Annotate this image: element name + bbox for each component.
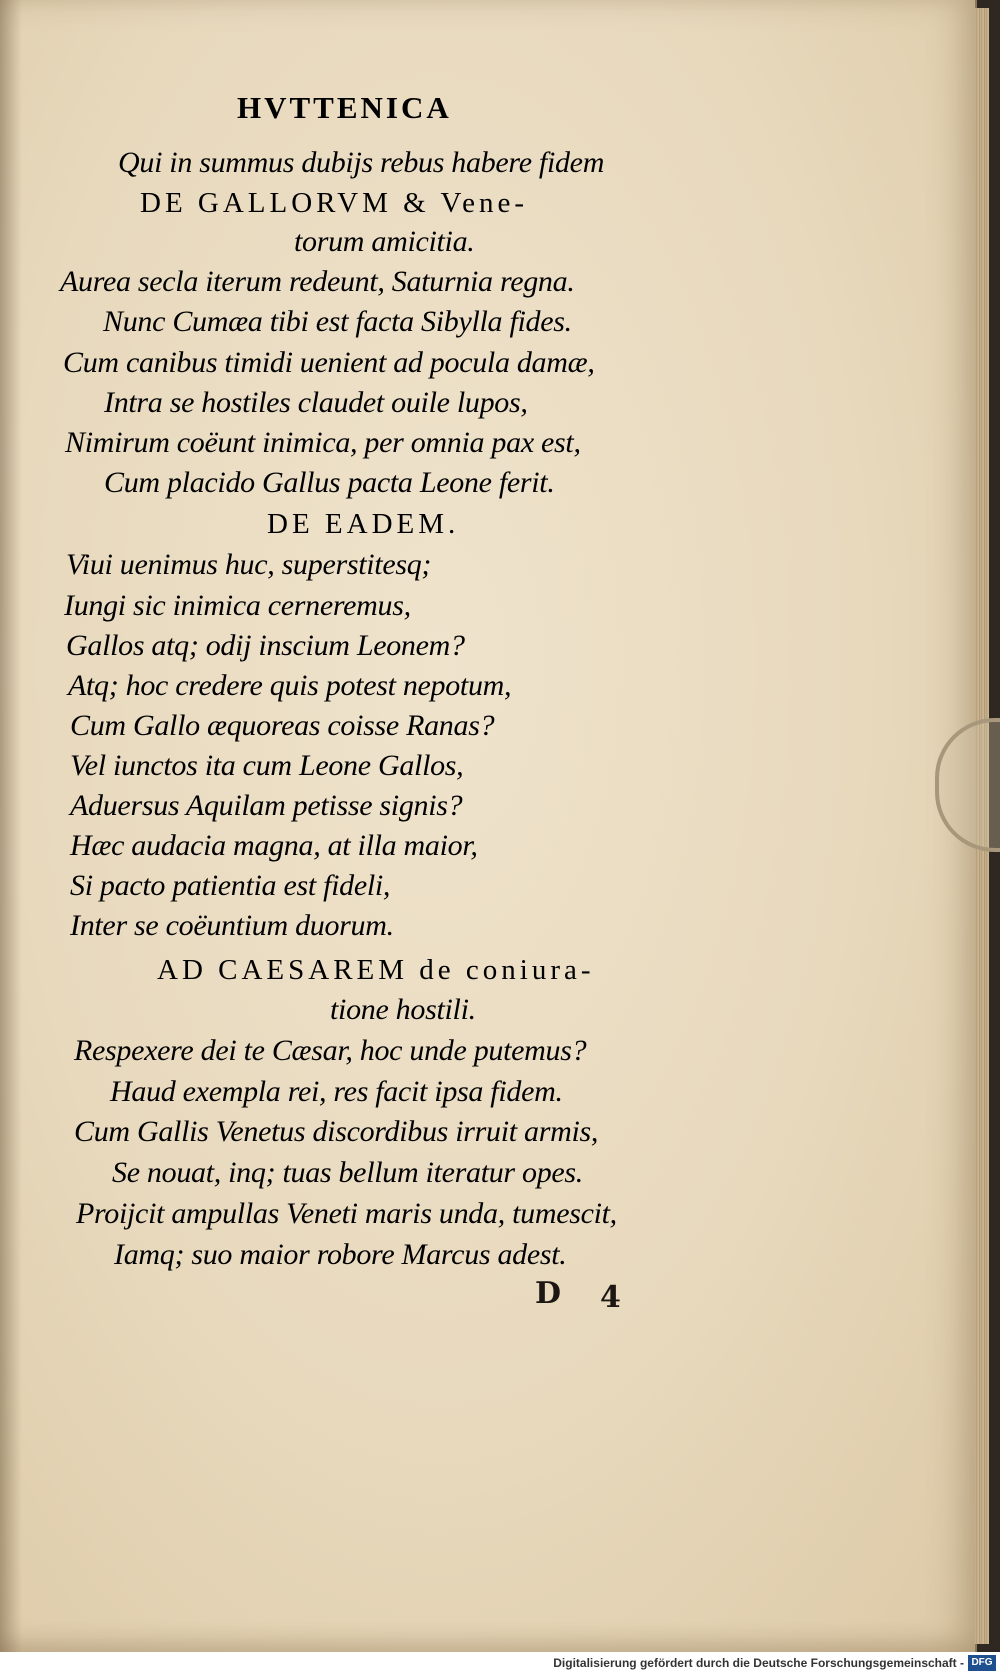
verse-line: Nimirum coëunt inimica, per omnia pax est,	[65, 426, 581, 459]
spine-shadow	[0, 0, 22, 1652]
verse-line: Iungi sic inimica cerneremus,	[64, 589, 411, 622]
running-head: HVTTENICA	[237, 90, 452, 125]
section-heading: DE EADEM.	[267, 508, 460, 540]
verse-line: Cum canibus timidi uenient ad pocula damæ,	[63, 346, 595, 379]
section-heading: DE GALLORVM & Vene-	[140, 187, 529, 219]
text-line: Qui in summus dubijs rebus habere fidem	[118, 146, 605, 179]
verse-line: Aurea secla iterum redeunt, Saturnia regna.	[60, 265, 575, 298]
verse-line: Gallos atq; odij inscium Leonem?	[66, 629, 465, 662]
verse-line: Cum placido Gallus pacta Leone ferit.	[104, 466, 555, 499]
verse-line: Hæc audacia magna, at illa maior,	[70, 829, 478, 862]
verse-line: Se nouat, inq; tuas bellum iteratur opes.	[112, 1156, 583, 1189]
verse-line: Si pacto patientia est fideli,	[70, 869, 391, 902]
text-line: tione hostili.	[330, 993, 476, 1026]
verse-line: Intra se hostiles claudet ouile lupos,	[104, 386, 528, 419]
verse-line: Cum Gallo æquoreas coisse Ranas?	[70, 709, 495, 742]
dfg-logo: DFG	[968, 1655, 996, 1671]
verse-line: Inter se coëuntium duorum.	[70, 909, 394, 942]
verse-line: Aduersus Aquilam petisse signis?	[70, 789, 463, 822]
section-heading: AD CAESAREM de coniura-	[157, 954, 595, 986]
verse-line: Atq; hoc credere quis potest nepotum,	[68, 669, 512, 702]
verse-line: Vel iunctos ita cum Leone Gallos,	[70, 749, 464, 782]
verse-line: Respexere dei te Cæsar, hoc unde putemus?	[74, 1034, 587, 1067]
footer-bar	[0, 1652, 1000, 1676]
signature-mark: D	[535, 1276, 562, 1311]
verse-line: Cum Gallis Venetus discordibus irruit armis,	[74, 1115, 599, 1148]
text-line: torum amicitia.	[294, 225, 475, 258]
verse-line: Haud exempla rei, res facit ipsa fidem.	[110, 1075, 563, 1108]
page-number: 4	[600, 1280, 621, 1315]
verse-line: Proijcit ampullas Veneti maris unda, tumescit,	[76, 1197, 617, 1230]
funding-credit: Digitalisierung gefördert durch die Deutsche Forschungsgemeinschaft -	[553, 1656, 964, 1670]
verse-line: Nunc Cumæa tibi est facta Sibylla fides.	[103, 305, 572, 338]
verse-line: Iamq; suo maior robore Marcus adest.	[114, 1238, 567, 1271]
verse-line: Viui uenimus huc, superstitesq;	[66, 548, 432, 581]
